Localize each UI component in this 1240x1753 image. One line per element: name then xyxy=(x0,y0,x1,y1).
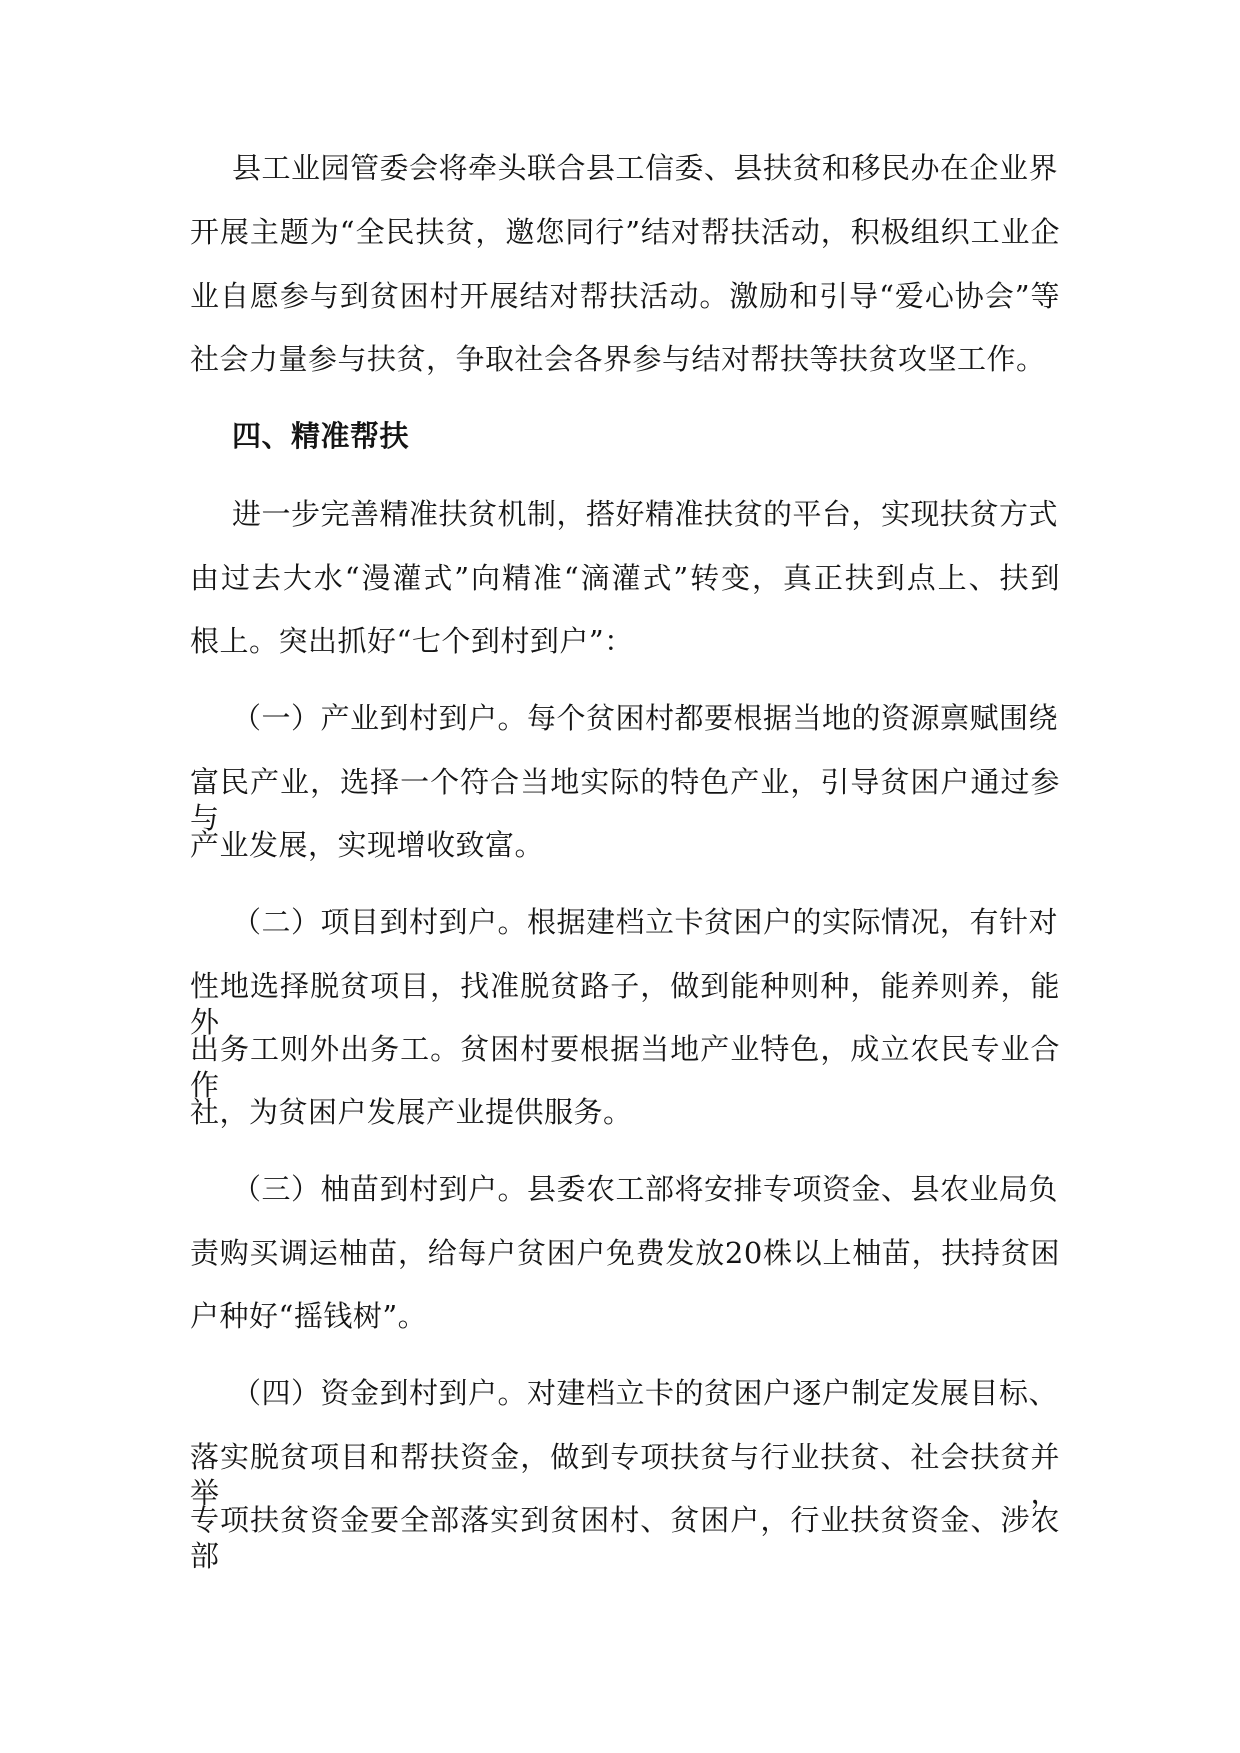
text-line: 责购买调运柚苗，给每户贫困户免费发放20株以上柚苗，扶持贫困 xyxy=(190,1236,1060,1270)
text-line: 出务工则外出务工。贫困村要根据当地产业特色，成立农民专业合作 xyxy=(190,1032,1060,1102)
text-line: 县工业园管委会将牵头联合县工信委、县扶贫和移民办在企业界 xyxy=(232,151,1059,185)
text-line: 落实脱贫项目和帮扶资金，做到专项扶贫与行业扶贫、社会扶贫并举， xyxy=(190,1440,1060,1510)
text-line: 开展主题为“全民扶贫，邀您同行”结对帮扶活动，积极组织工业企 xyxy=(190,215,1060,249)
text-line: 性地选择脱贫项目，找准脱贫路子，做到能种则种，能养则养，能外 xyxy=(190,969,1060,1039)
text-line: 户种好“摇钱树”。 xyxy=(190,1299,428,1333)
text-line: （三）柚苗到村到户。县委农工部将安排专项资金、县农业局负 xyxy=(232,1172,1059,1206)
text-line: 专项扶贫资金要全部落实到贫困村、贫困户，行业扶贫资金、涉农部 xyxy=(190,1503,1060,1573)
text-line: 业自愿参与到贫困村开展结对帮扶活动。激励和引导“爱心协会”等 xyxy=(190,279,1060,313)
text-line: 社，为贫困户发展产业提供服务。 xyxy=(190,1095,633,1129)
section-heading: 四、精准帮扶 xyxy=(232,419,410,453)
text-line: （二）项目到村到户。根据建档立卡贫困户的实际情况，有针对 xyxy=(232,905,1059,939)
text-line: 富民产业，选择一个符合当地实际的特色产业，引导贫困户通过参与 xyxy=(190,765,1060,835)
text-line: （四）资金到村到户。对建档立卡的贫困户逐户制定发展目标、 xyxy=(232,1376,1059,1410)
text-line: （一）产业到村到户。每个贫困村都要根据当地的资源禀赋围绕 xyxy=(232,701,1059,735)
text-line: 产业发展，实现增收致富。 xyxy=(190,828,545,862)
text-line: 进一步完善精准扶贫机制，搭好精准扶贫的平台，实现扶贫方式 xyxy=(232,497,1059,531)
text-line: 由过去大水“漫灌式”向精准“滴灌式”转变，真正扶到点上、扶到 xyxy=(190,561,1060,595)
text-line: 根上。突出抓好“七个到村到户”： xyxy=(190,624,634,658)
text-line: 社会力量参与扶贫，争取社会各界参与结对帮扶等扶贫攻坚工作。 xyxy=(190,342,1046,376)
